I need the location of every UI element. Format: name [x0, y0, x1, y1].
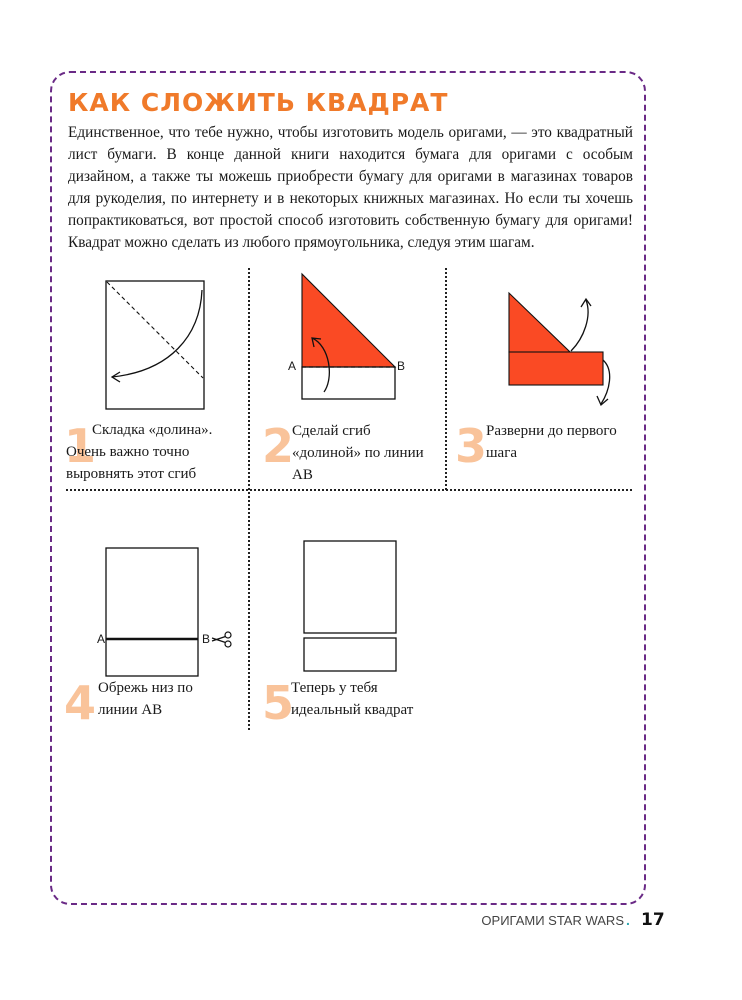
cut-label-b: B [202, 632, 211, 646]
grid-divider-v2 [445, 268, 447, 490]
square-sheet [304, 541, 396, 633]
fold-label-b-step2: B [397, 359, 406, 373]
step-1-number: 1 [64, 419, 97, 473]
step-4-diagram [100, 540, 240, 680]
step-4-number: 4 [64, 676, 97, 730]
step-3-caption: Разверни до первого шага [486, 423, 617, 461]
cut-label-a: A [97, 632, 106, 646]
step-4-caption: Обрежь низ по линии AB [98, 680, 193, 718]
footer-book-title: ОРИГАМИ STAR WARS [481, 913, 624, 928]
step-2-number: 2 [262, 419, 295, 473]
step-2-diagram [286, 268, 410, 408]
unfolded-strip [509, 352, 603, 385]
scissors-icon [212, 632, 231, 647]
step-2-caption: Сделай сгиб «долиной» по линии AB [292, 423, 424, 483]
cut-off-strip [304, 638, 396, 671]
folded-paper-triangle [302, 274, 395, 367]
step-5-number: 5 [262, 676, 295, 730]
grid-divider-h [66, 489, 632, 491]
step-1-caption: Складка «долина». Очень важно точно выровнять этот сгиб [66, 422, 213, 482]
step-5-diagram [298, 536, 402, 676]
step-5-caption: Теперь у тебя идеальный квадрат [291, 680, 414, 718]
step-3-diagram [500, 290, 620, 412]
unfolded-triangle [509, 293, 570, 352]
page-title: КАК СЛОЖИТЬ КВАДРАТ [68, 88, 449, 117]
grid-divider-v1 [248, 268, 250, 730]
intro-text: Единственное, что тебе нужно, чтобы изготовить модель оригами, — это квадратный лист бумаги. В конце данной книги находится бумага для оригами с особым дизайном, а также ты можешь приобрести бумагу для оригами в магазинах товаров для рукоделия, по интернету и в некоторых книжных магазинах. Но если ты хочешь попрактиковаться, вот простой способ изготовить собственную бумагу для оригами! Квадрат можно сделать из любого прямоугольника, следуя этим шагам. [68, 124, 633, 251]
fold-label-a-step2: A [288, 359, 297, 373]
step-1-diagram [100, 276, 210, 416]
step-3-number: 3 [455, 419, 488, 473]
page-number: 17 [641, 910, 665, 930]
footer-separator: . [626, 912, 630, 928]
